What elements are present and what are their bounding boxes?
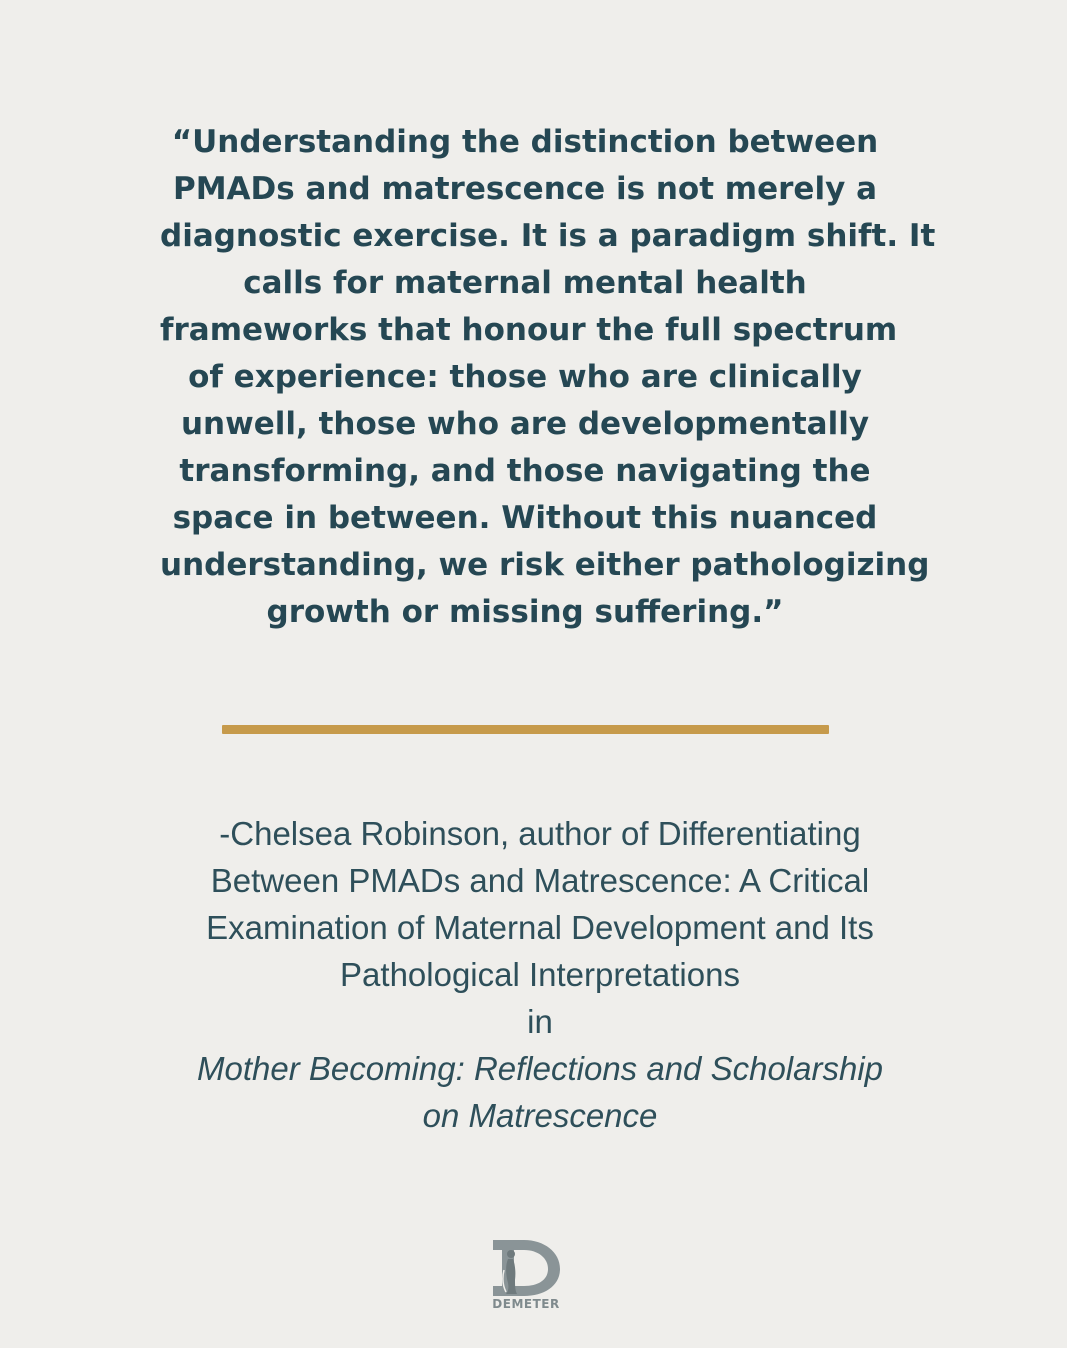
book-title-line: on Matrescence: [422, 1097, 658, 1134]
quote-line: calls for maternal mental health: [243, 265, 807, 301]
attribution-line: -Chelsea Robinson, author of Differentiating: [219, 815, 861, 852]
quote-line: unwell, those who are developmentally: [180, 406, 870, 442]
quote-line: space in between. Without this nuanced: [172, 500, 878, 536]
demeter-logo: [484, 1236, 568, 1322]
attribution-line: Pathological Interpretations: [340, 956, 740, 993]
pull-quote: [160, 119, 936, 636]
book-title-line: Mother Becoming: Reflections and Scholarship: [196, 1050, 884, 1087]
quote-line: of experience: those who are clinically: [188, 359, 862, 395]
demeter-logo-icon: [484, 1236, 568, 1298]
quote-line: “Understanding the distinction between: [171, 124, 879, 160]
quote-line: frameworks that honour the full spectrum: [160, 312, 898, 348]
attribution-connector: in: [527, 1003, 553, 1040]
quote-line: diagnostic exercise. It is a paradigm shift. It: [160, 218, 936, 254]
quote-line: transforming, and those navigating the: [179, 453, 871, 489]
divider: [222, 725, 829, 734]
attribution-line: Examination of Maternal Development and Its: [206, 909, 874, 946]
quote-line: PMADs and matrescence is not merely a: [172, 171, 877, 207]
quote-line: growth or missing suffering.”: [266, 594, 784, 630]
attribution-line: Between PMADs and Matrescence: A Critical: [210, 862, 870, 899]
quote-line: understanding, we risk either pathologizing: [160, 547, 930, 583]
logo-wordmark: DEMETER: [492, 1297, 560, 1311]
attribution: [150, 810, 930, 1139]
